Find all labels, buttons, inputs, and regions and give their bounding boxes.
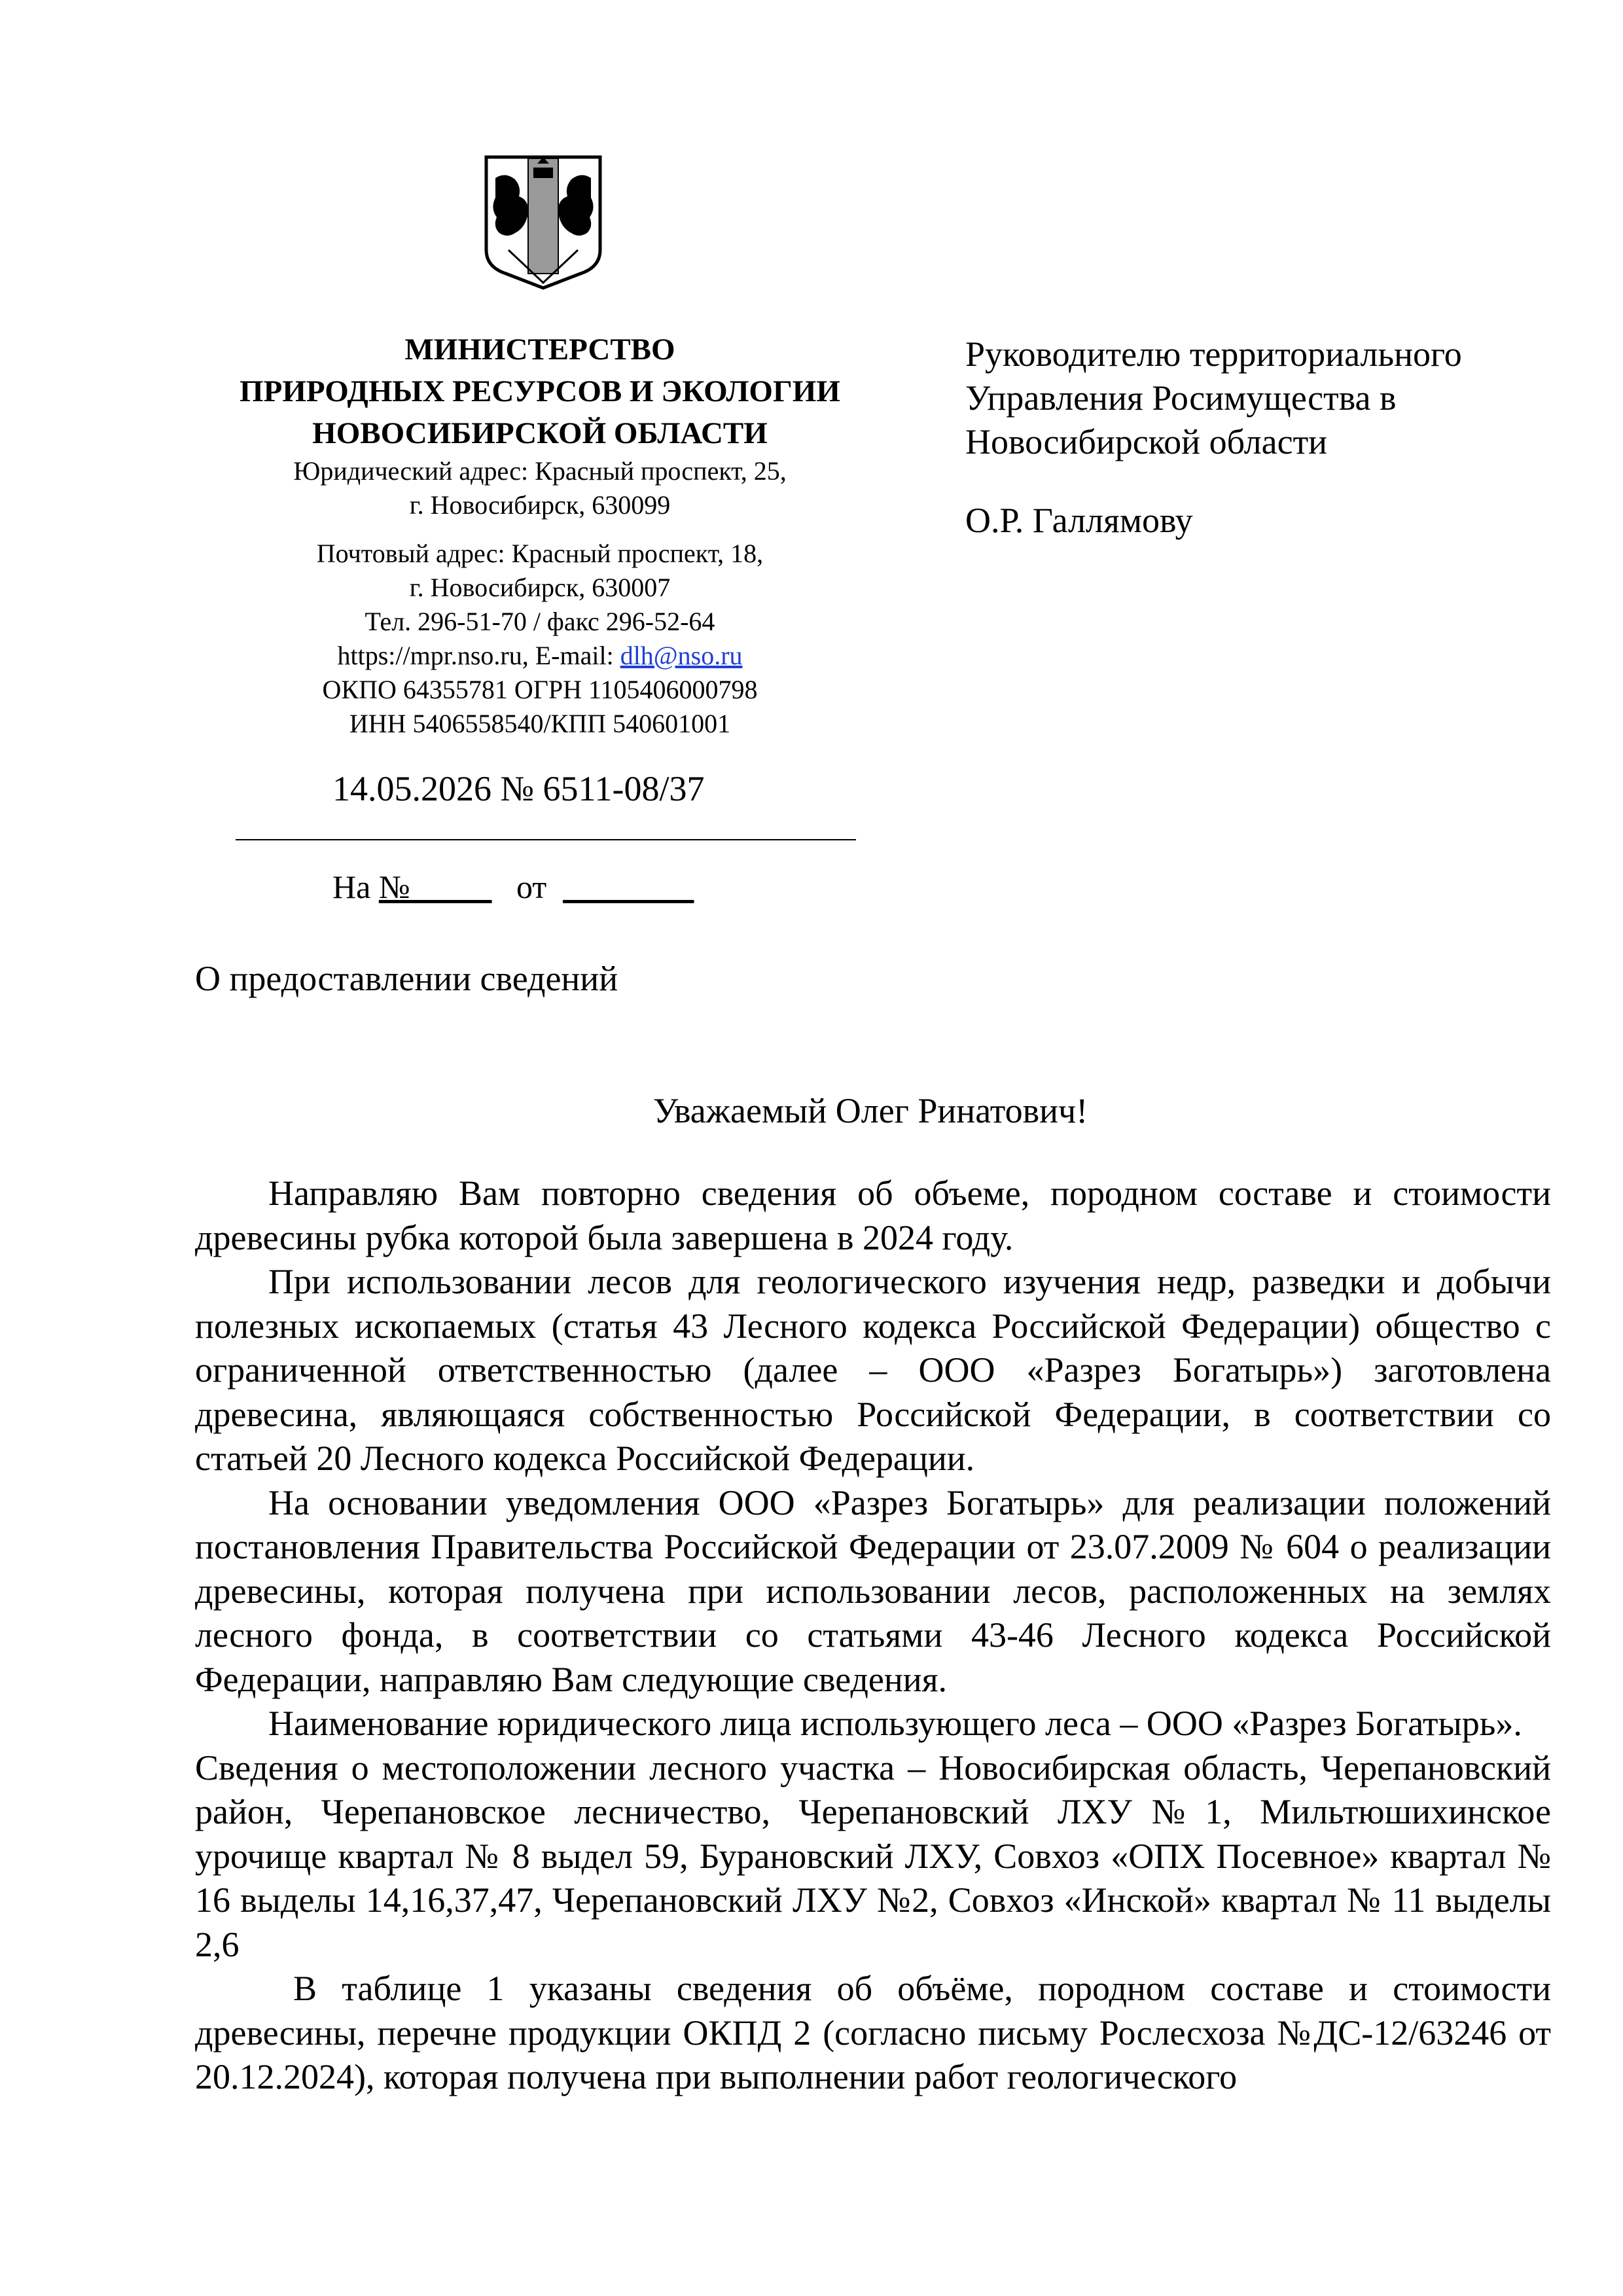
date-field: ________ — [563, 869, 694, 905]
paragraph: Наименование юридического лица использующего леса – ООО «Разрез Богатырь». — [268, 1704, 1522, 1743]
email-link[interactable]: dlh@nso.ru — [620, 641, 743, 670]
inn-kpp: ИНН 5406558540/КПП 540601001 — [349, 709, 731, 738]
org-name-line-1: МИНИСТЕРСТВО — [404, 332, 675, 367]
paragraph: В таблице 1 указаны сведения об объёме, породном составе и стоимости древесины, перечне продукции ОКПД 2 (согласно письму Рослесхоза №ДС-12/63246 от 20.12.2024), которая получена при выполнении работ геологического — [195, 1969, 1551, 2096]
website-text: https://mpr.nso.ru, E-mail: — [337, 641, 620, 670]
addressee-line-2: Управления Росимущества в — [965, 378, 1397, 418]
paragraph: Направляю Вам повторно сведения об объеме, породном составе и стоимости древесины рубка которой была завершена в 2024 году. — [195, 1174, 1551, 1257]
coat-of-arms-emblem — [482, 152, 604, 291]
org-name-line-3: НОВОСИБИРСКОЙ ОБЛАСТИ — [312, 416, 768, 450]
na-label: На — [332, 869, 379, 905]
paragraph: При использовании лесов для геологического изучения недр, разведки и добычи полезных ископаемых (статья 43 Лесного кодекса Российской Федерации) общество с ограниченной ответственностью (далее – ООО «Разрез Богатырь») заготовлена древесина, являющаяся собственностью Российской Федерации, в соответствии со статьей 20 Лесного кодекса Российской Федерации. — [195, 1262, 1551, 1478]
letterhead — [170, 329, 910, 741]
ot-label: от — [516, 869, 547, 905]
addressee-line-1: Руководителю территориального — [965, 334, 1462, 374]
paragraph: На основании уведомления ООО «Разрез Богатырь» для реализации положений постановления Правительства Российской Федерации от 23.07.2009 № 604 о реализации древесины, которая получена при использовании лесов, расположенных на землях лесного фонда, в соответствии со статьями 43-46 Лесного кодекса Российской Федерации, направляю Вам следующие сведения. — [195, 1482, 1551, 1699]
divider-line — [236, 839, 856, 840]
outgoing-date-number: 14.05.2026 № 6511-08/37 — [332, 769, 705, 808]
postal-address-line-1: Почтовый адрес: Красный проспект, 18, — [316, 539, 764, 568]
legal-address-line-1: Юридический адрес: Красный проспект, 25, — [293, 456, 787, 486]
incoming-reference — [332, 865, 694, 908]
number-field: № — [378, 869, 410, 905]
org-name-line-2: ПРИРОДНЫХ РЕСУРСОВ И ЭКОЛОГИИ — [240, 374, 840, 408]
addressee-name: О.Р. Галлямову — [965, 501, 1193, 540]
postal-address-line-2: г. Новосибирск, 630007 — [409, 573, 671, 602]
legal-address-line-2: г. Новосибирск, 630099 — [409, 490, 671, 520]
okpo-ogrn: ОКПО 64355781 ОГРН 1105406000798 — [322, 675, 758, 704]
addressee-block — [965, 332, 1554, 543]
greeting: Уважаемый Олег Ринатович! — [652, 1091, 1088, 1130]
letter-body — [195, 1172, 1551, 2100]
letter-subject: О предоставлении сведений — [195, 959, 618, 998]
addressee-line-3: Новосибирской области — [965, 422, 1328, 461]
paragraph: Сведения о местоположении лесного участка – Новосибирская область, Черепановский район, Черепановское лесничество, Черепановский ЛХУ№1, Мильтюшихинское урочище квартал № 8 выдел 59, Бурановский ЛХУ, Совхоз «ОПХ Посевное» квартал № 16 выделы 14,16,37,47, Черепановский ЛХУ №2, Совхоз «Инской» квартал № 11 выделы 2,6 — [195, 1748, 1551, 1964]
phone-fax: Тел. 296-51-70 / факс 296-52-64 — [365, 607, 715, 636]
web-email-line — [170, 639, 910, 673]
